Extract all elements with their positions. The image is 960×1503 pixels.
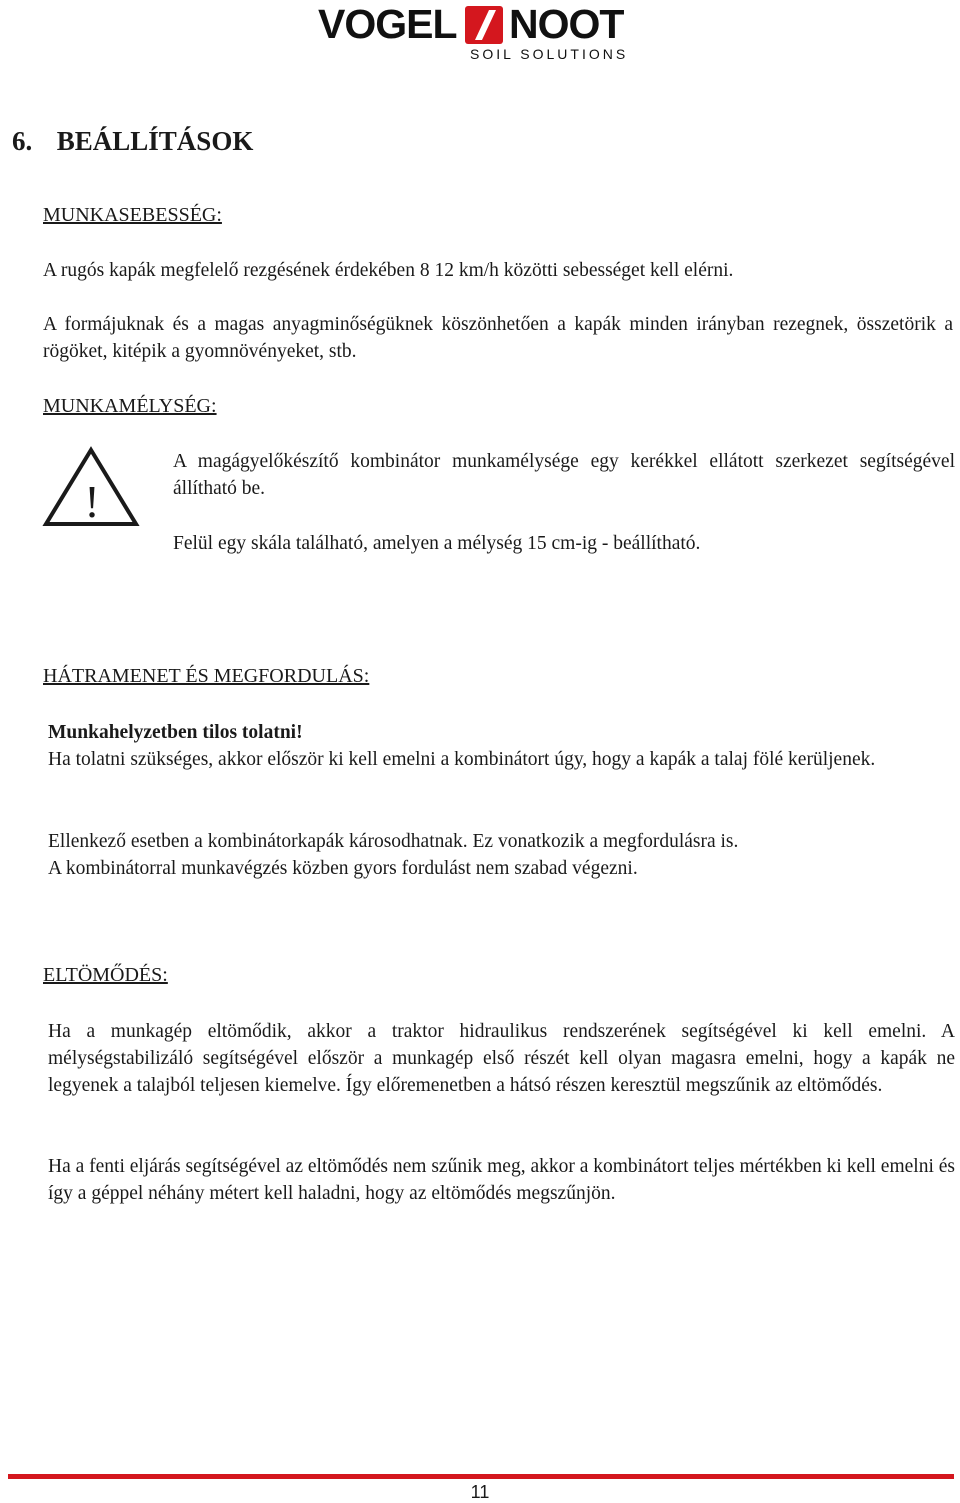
- chapter-number: 6.: [12, 126, 33, 156]
- section-heading-clog: ELTÖMŐDÉS:: [43, 964, 168, 986]
- logo-brand-left: VOGEL: [318, 1, 457, 47]
- company-logo: [318, 1, 648, 66]
- depth-paragraph-1: A magágyelőkészítő kombinátor munkamélysége egy kerékkel ellátott szerkezet segítségével állítható be.: [173, 451, 955, 499]
- section-heading-speed: MUNKASEBESSÉG:: [43, 204, 222, 226]
- clog-paragraph-1: Ha a munkagép eltömődik, akkor a traktor hidraulikus rendszerének segítségével ki kell emelni. A mélységstabilizáló segítségével először a munkagép első részét kell olyan magasra emelni, hogy a kapák ne legyenek a talajból teljesen kiemelve. Így előremenetben a hátsó részen keresztül megszűnik az eltömődés.: [48, 1021, 955, 1096]
- reverse-paragraph-2b: A kombinátorral munkavégzés közben gyors fordulást nem szabad végezni.: [48, 858, 638, 879]
- speed-paragraph-2: A formájuknak és a magas anyagminőségüknek köszönhetően a kapák minden irányban rezegnek, összetörik a rögöket, kitépik a gyomnövényeket, stb.: [43, 314, 953, 362]
- section-heading-depth: MUNKAMÉLYSÉG:: [43, 395, 217, 417]
- footer-divider: [8, 1474, 954, 1479]
- speed-paragraph-1: A rugós kapák megfelelő rezgésének érdekében 8 12 km/h közötti sebességet kell elérni.: [43, 260, 734, 281]
- logo-brand-right: NOOT: [509, 1, 624, 47]
- logo-tagline: SOIL SOLUTIONS: [470, 46, 629, 62]
- reverse-paragraph-2a: Ellenkező esetben a kombinátorkapák károsodhatnak. Ez vonatkozik a megfordulásra is.: [48, 831, 739, 852]
- clog-paragraph-2: Ha a fenti eljárás segítségével az eltömődés nem szűnik meg, akkor a kombinátort teljes mértékben ki kell emelni és így a géppel néhány métert kell haladni, hogy az eltömődés megszűnjön.: [48, 1156, 955, 1204]
- warning-mark: !: [84, 476, 100, 527]
- logo-mark-icon: [465, 6, 503, 44]
- section-heading-reverse: HÁTRAMENET ÉS MEGFORDULÁS:: [43, 665, 370, 687]
- page-number: 11: [470, 1482, 490, 1502]
- warning-triangle-icon: [42, 446, 140, 528]
- chapter-title-text: BEÁLLÍTÁSOK: [56, 126, 254, 156]
- reverse-paragraph-1: Ha tolatni szükséges, akkor először ki kell emelni a kombinátort úgy, hogy a kapák a talaj fölé kerüljenek.: [48, 749, 876, 770]
- depth-paragraph-2: Felül egy skála található, amelyen a mélység 15 cm-ig - beállítható.: [173, 533, 701, 554]
- chapter-title: [12, 126, 253, 157]
- reverse-warning-line: Munkahelyzetben tilos tolatni!: [48, 722, 303, 743]
